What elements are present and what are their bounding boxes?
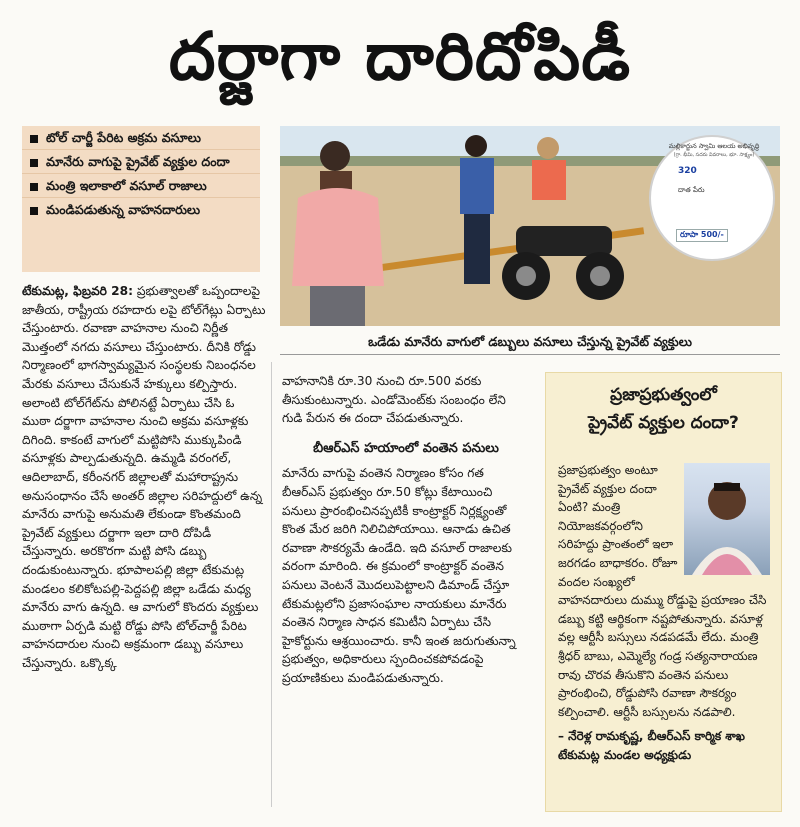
- sidebar-title: [546, 373, 781, 437]
- sidebar-quote: ప్రజాప్రభుత్వం అంటూ ప్రైవేట్‌ వ్యక్తుల దందా ఏంటి? మంత్రి నియోజకవర్గంలోని సరిహద్దు ప్రాంతంలో ఇలా జరగడం బాధాకరం. రోజూ వందల సంఖ్యలో వాహనదారులు దుమ్ము రోడ్డుపై ప్రయాణం చేసి డబ్బు కట్టి ఆర్థికంగా నష్టపోతున్నారు. వసూళ్ల వల్ల ఆర్టీసీ బస్సులు నడపడమే లేదు. మంత్రి శ్రీధర్‌ బాబు, ఎమ్మెల్యే గండ్ర సత్యనారాయణ రావు చొరవ తీసుకొని వంతెన పనులు ప్రారంభించి, రోడ్డుపోసి రవాణా సౌకర్యం కల్పించాలి. ఆర్టీసీ బస్సులను నడపాలి.: [558, 463, 767, 719]
- portrait-photo: [684, 463, 770, 575]
- highlight-text: మానేరు వాగుపై ప్రైవేట్‌ వ్యక్తుల దందా: [46, 154, 230, 169]
- receipt-subheader: (గ్రా. భీమి, సదరు వివరాలు, భూ. సాక్ష్యం): [673, 152, 755, 158]
- bullet-icon: [30, 183, 38, 191]
- sidebar-attribution: – నేరెళ్ల రామకృష్ణ, బీఆర్‌ఎస్‌ కార్మిక శాఖ టేకుమట్ల మండల అధ్యక్షుడు: [558, 729, 745, 762]
- highlight-text: టోల్‌ చార్జీ పేరిట అక్రమ వసూలు: [46, 130, 201, 145]
- sidebar-title-line-1: ప్రజాప్రభుత్వంలో: [610, 385, 717, 405]
- column-divider: [271, 362, 272, 807]
- article-body-1: ప్రభుత్వాలతో ఒప్పందాలపై జాతీయ, రాష్ట్రీయ రహదారు లపై టోల్‌గేట్లు ఏర్పాటు చేస్తుంటారు. రవాణా వాహనాల నుంచి నిర్ణీత మొత్తంలో నగదు వసూలు చేస్తుంటారు. దీనికి రోడ్డు నిర్మాణంలో భాగస్వామ్యమైన సంస్థలకు నిబంధనల మేరకు వసూలు చేసుకునే హక్కులు కల్పిస్తారు. అలాంటి టోల్‌గేట్‌ను పోలినట్టే ఏర్పాటు చేసి ఓ ముఠా దర్జాగా వాహనాల నుంచి అక్రమ వసూళ్లకు దిగింది. కాకంటే వాగులో మట్టిపోసి ముక్కుపిండి వసూళ్లకు పాల్పడుతున్నది. ఉమ్మడి వరంగల్‌, ఆదిలాబాద్‌, కరీంనగర్‌ జిల్లాలతో మహారాష్ట్రను అనుసంధానం చేసే అంతర్‌ జిల్లాల సరిహద్దులో ఉన్న మానేరు వాగుపై అనుమతి లేకుండా కొంతమంది ప్రైవేట్‌ వ్యక్తులు దర్జాగా ఇలా దారి దోపిడీ చేస్తున్నారు. అరకొరగా మట్టి పోసి డబ్బు దండుకుంటున్నారు. భూపాలపల్లి జిల్లా టేకుమట్ల మండలం కలికోటపల్లి-పెద్దపల్లి జిల్లా ఒడేడు మధ్య మానేరు వాగు ఉన్నది. ఆ వాగులో కొందరు వ్యక్తులు ముఠాగా ఏర్పడి మట్టి రోడ్డు పోసి టోల్‌చార్జీ పేరిట వాహనదారుల నుంచి అక్రమంగా డబ్బు వసూలు చేస్తున్నారు. ఒక్కొక్క: [22, 284, 266, 670]
- highlight-item: [22, 150, 260, 174]
- article-body-2b: మానేరు వాగుపై వంతెన నిర్మాణం కోసం గత బీఆర్‌ఎస్‌ ప్రభుత్వం రూ.50 కోట్లు కేటాయించి పనులు ప్రారంభించినప్పటికీ కాంట్రాక్టర్‌ నిర్లక్ష్యంతో కొంత మేర జరిగి నిలిచిపోయాయి. ఆనాడు ఉచిత రవాణా సౌకర్యమే ఉండేది. ఇది వసూల్‌ రాజాలకు వరంగా మారింది. ఈ క్రమంలో కాంట్రాక్టర్‌ వంతెన పనులు వెంటనే మొదలుపెట్టాలని డిమాండ్‌ చేస్తూ టేకుమట్లలోని ప్రజాసంఘాల నాయకులు మానేరు వంతెన నిర్మాణ సాధన కమిటీని ఏర్పాటు చేసి హైకోర్టును ఆశ్రయించారు. కానీ ఇంత జరుగుతున్నా ప్రభుత్వం, అధికారులు స్పందించకపోవడంపై ప్రయాణికులు మండిపడుతున్నారు.: [282, 466, 516, 685]
- receipt-header: మల్లికార్జున స్వామి ఆలయ అభివృద్ధి: [668, 142, 760, 150]
- sidebar-title-line-2: ప్రైవేట్‌ వ్యక్తుల దందా?: [588, 413, 739, 433]
- highlight-item: [22, 198, 260, 221]
- highlight-text: మంత్రి ఇలాకాలో వసూల్‌ రాజాలు: [46, 178, 207, 193]
- headline: దర్జాగా దారిదోపిడీ: [168, 17, 632, 95]
- portrait-figure: [684, 463, 770, 575]
- sidebar-box: [545, 372, 782, 812]
- article-column-1: [22, 282, 266, 672]
- bullet-icon: [30, 207, 38, 215]
- highlight-item: [22, 126, 260, 150]
- highlights-box: [22, 126, 260, 272]
- article-subhead: బీఆర్‌ఎస్‌ హయాంలో వంతెన పనులు: [313, 440, 499, 456]
- article-column-2: [282, 372, 530, 688]
- receipt-donor-label: దాత పేరు: [678, 186, 705, 194]
- receipt-amount: రూపా 500/-: [676, 229, 728, 242]
- news-photo: [280, 126, 780, 326]
- highlight-item: [22, 174, 260, 198]
- receipt-number: 320: [678, 166, 697, 176]
- highlight-text: మండిపడుతున్న వాహనదారులు: [46, 202, 201, 217]
- sidebar-body: [558, 461, 770, 765]
- bullet-icon: [30, 159, 38, 167]
- article-body-2a: వాహనానికి రూ.30 నుంచి రూ.500 వరకు తీసుకుంటున్నారు. ఎండోమెంట్‌కు సంబంధం లేని గుడి పేరున ఈ దందా చేపడుతున్నారు.: [282, 374, 506, 426]
- bullet-icon: [30, 135, 38, 143]
- dateline: టేకుమట్ల, ఫిబ్రవరి 28:: [22, 284, 133, 298]
- photo-caption: ఒడేడు మానేరు వాగులో డబ్బులు వసూలు చేస్తున్న ప్రైవేట్‌ వ్యక్తులు: [280, 330, 780, 355]
